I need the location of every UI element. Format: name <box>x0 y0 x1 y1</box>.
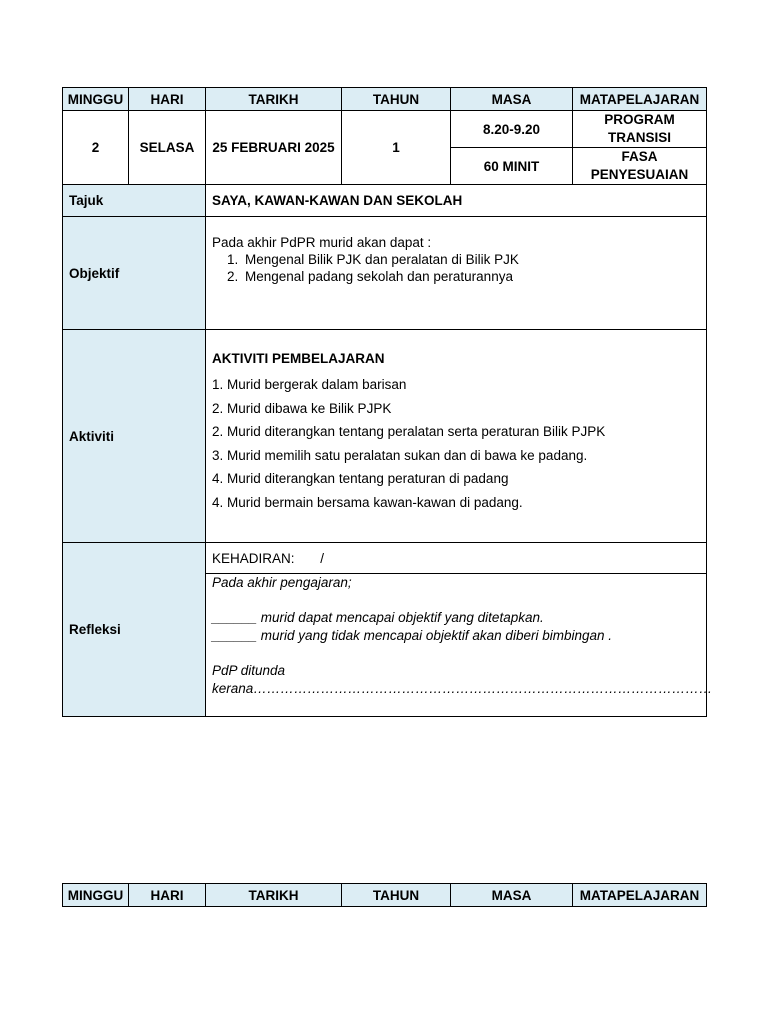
objektif-list <box>212 251 706 285</box>
refleksi-line-3: ______ murid yang tidak mencapai objektif akan diberi bimbingan . <box>212 628 612 643</box>
header-tahun: TAHUN <box>342 884 451 907</box>
aktiviti-item: 1. Murid bergerak dalam barisan <box>212 377 407 392</box>
header-masa: MASA <box>451 88 573 111</box>
header-hari: HARI <box>129 884 206 907</box>
tahun-value: 1 <box>342 111 451 185</box>
header-hari: HARI <box>129 88 206 111</box>
aktiviti-item: 2. Murid diterangkan tentang peralatan serta peraturan Bilik PJPK <box>212 424 606 439</box>
tajuk-label: Tajuk <box>63 185 206 217</box>
phase-cell <box>573 148 707 185</box>
header-matapelajaran: MATAPELAJARAN <box>573 88 707 111</box>
aktiviti-label: Aktiviti <box>63 330 206 543</box>
kehadiran-cell <box>206 543 707 574</box>
masa-duration: 60 MINIT <box>451 148 573 185</box>
header-tarikh: TARIKH <box>206 884 342 907</box>
aktiviti-item: 2. Murid dibawa ke Bilik PJPK <box>212 400 392 416</box>
header-row-2 <box>63 884 707 907</box>
kehadiran-label: KEHADIRAN: <box>212 550 295 566</box>
masa-time: 8.20-9.20 <box>451 111 573 148</box>
phase-line-2: PENYESUAIAN <box>590 167 689 182</box>
objektif-intro: Pada akhir PdPR murid akan dapat : <box>212 235 432 250</box>
subject-line-2: TRANSISI <box>607 130 671 145</box>
objektif-label: Objektif <box>63 217 206 330</box>
aktiviti-item: 4. Murid bermain bersama kawan-kawan di padang. <box>212 494 523 510</box>
objektif-content <box>206 217 707 330</box>
header-tahun: TAHUN <box>342 88 451 111</box>
refleksi-content <box>206 574 713 717</box>
minggu-value: 2 <box>63 111 129 185</box>
tarikh-value: 25 FEBRUARI 2025 <box>206 111 342 185</box>
refleksi-line-5: kerana………………………………………………………………………………………… <box>212 681 713 696</box>
objektif-item: 2. Mengenal padang sekolah dan peraturannya <box>242 268 706 285</box>
lesson-plan-table-2 <box>62 883 707 907</box>
kehadiran-slash: / <box>320 550 325 566</box>
header-masa: MASA <box>451 884 573 907</box>
aktiviti-item: 4. Murid diterangkan tentang peraturan di padang <box>212 471 509 486</box>
aktiviti-content <box>206 330 707 543</box>
header-row <box>63 88 707 111</box>
refleksi-label: Refleksi <box>63 543 206 717</box>
hari-value: SELASA <box>129 111 206 185</box>
subject-line-1: PROGRAM <box>604 112 675 127</box>
subject-cell <box>573 111 707 148</box>
refleksi-line-4: PdP ditunda <box>212 663 286 678</box>
refleksi-line-1: Pada akhir pengajaran; <box>212 575 352 590</box>
aktiviti-heading: AKTIVITI PEMBELAJARAN <box>212 351 385 366</box>
header-tarikh: TARIKH <box>206 88 342 111</box>
tajuk-value: SAYA, KAWAN-KAWAN DAN SEKOLAH <box>206 185 707 217</box>
header-minggu: MINGGU <box>63 88 129 111</box>
header-matapelajaran: MATAPELAJARAN <box>573 884 707 907</box>
header-minggu: MINGGU <box>63 884 129 907</box>
objektif-item: 1. Mengenal Bilik PJK dan peralatan di Bilik PJK <box>242 251 706 268</box>
phase-line-1: FASA <box>621 149 658 164</box>
lesson-plan-table <box>62 87 713 717</box>
aktiviti-item: 3. Murid memilih satu peralatan sukan dan di bawa ke padang. <box>212 447 588 463</box>
refleksi-line-2: ______ murid dapat mencapai objektif yang ditetapkan. <box>212 610 544 625</box>
